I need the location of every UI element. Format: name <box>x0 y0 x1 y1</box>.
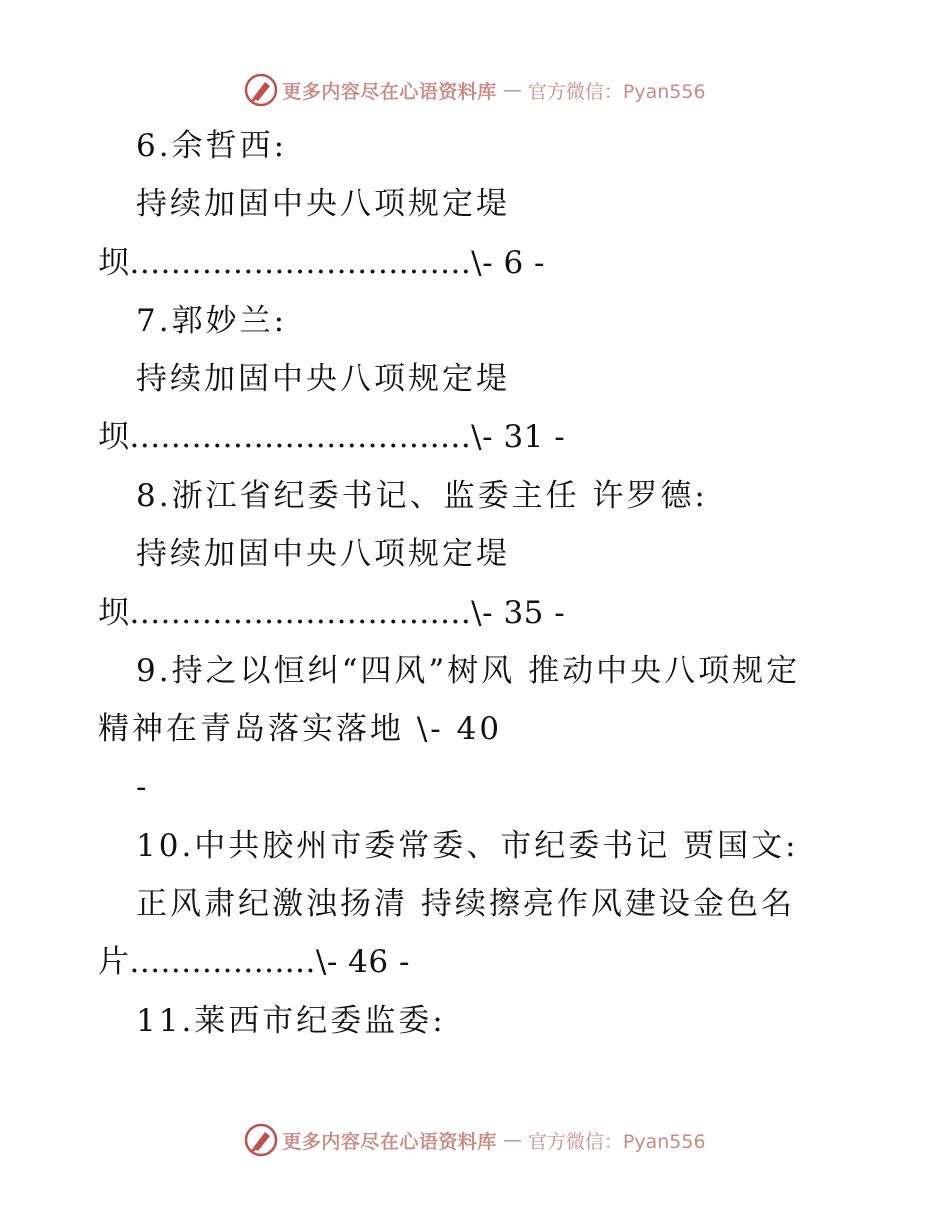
watermark-dash: — <box>502 1129 522 1151</box>
watermark-dash: — <box>502 79 522 101</box>
toc-entry-8-leader: 坝.................................\- 35 - <box>98 595 566 631</box>
toc-entry-10-subtitle: 正风肃纪激浊扬清 持续擦亮作风建设金色名 <box>136 886 795 922</box>
toc-entry-6-subtitle: 持续加固中央八项规定堤 <box>136 186 510 222</box>
toc-entry-9-page-end: - <box>136 769 150 805</box>
footer-watermark <box>0 1120 950 1160</box>
toc-entry-7-leader: 坝.................................\- 31 - <box>98 419 566 455</box>
header-watermark <box>0 70 950 110</box>
toc-entry-10-leader: 片..................\- 46 - <box>98 944 410 980</box>
toc-entry-6-title: 6.余哲西: <box>136 128 288 164</box>
toc-entry-7-subtitle: 持续加固中央八项规定堤 <box>136 361 510 397</box>
toc-entry-11-title: 11.莱西市纪委监委: <box>136 1003 446 1039</box>
toc-entry-8-title: 8.浙江省纪委书记、监委主任 许罗德: <box>136 478 708 514</box>
watermark-wechat: 官方微信：Pyan556 <box>527 80 706 103</box>
toc-entry-10-title: 10.中共胶州市委常委、市纪委书记 贾国文: <box>136 828 799 864</box>
pen-logo-icon <box>244 73 278 107</box>
watermark-wechat: 官方微信：Pyan556 <box>527 1130 706 1153</box>
watermark-title: 更多内容尽在心语资料库 <box>282 80 497 103</box>
watermark-title: 更多内容尽在心语资料库 <box>282 1130 497 1153</box>
pen-logo-icon <box>244 1123 278 1157</box>
toc-entry-6-leader: 坝.................................\- 6 - <box>98 245 546 281</box>
toc-entry-8-subtitle: 持续加固中央八项规定堤 <box>136 536 510 572</box>
toc-entry-7-title: 7.郭妙兰: <box>136 303 288 339</box>
toc-entry-9-title: 9.持之以恒纠“四风”树风 推动中央八项规定 <box>136 653 801 689</box>
toc-entry-9-continuation: 精神在青岛落实落地 \- 40 <box>98 711 503 747</box>
